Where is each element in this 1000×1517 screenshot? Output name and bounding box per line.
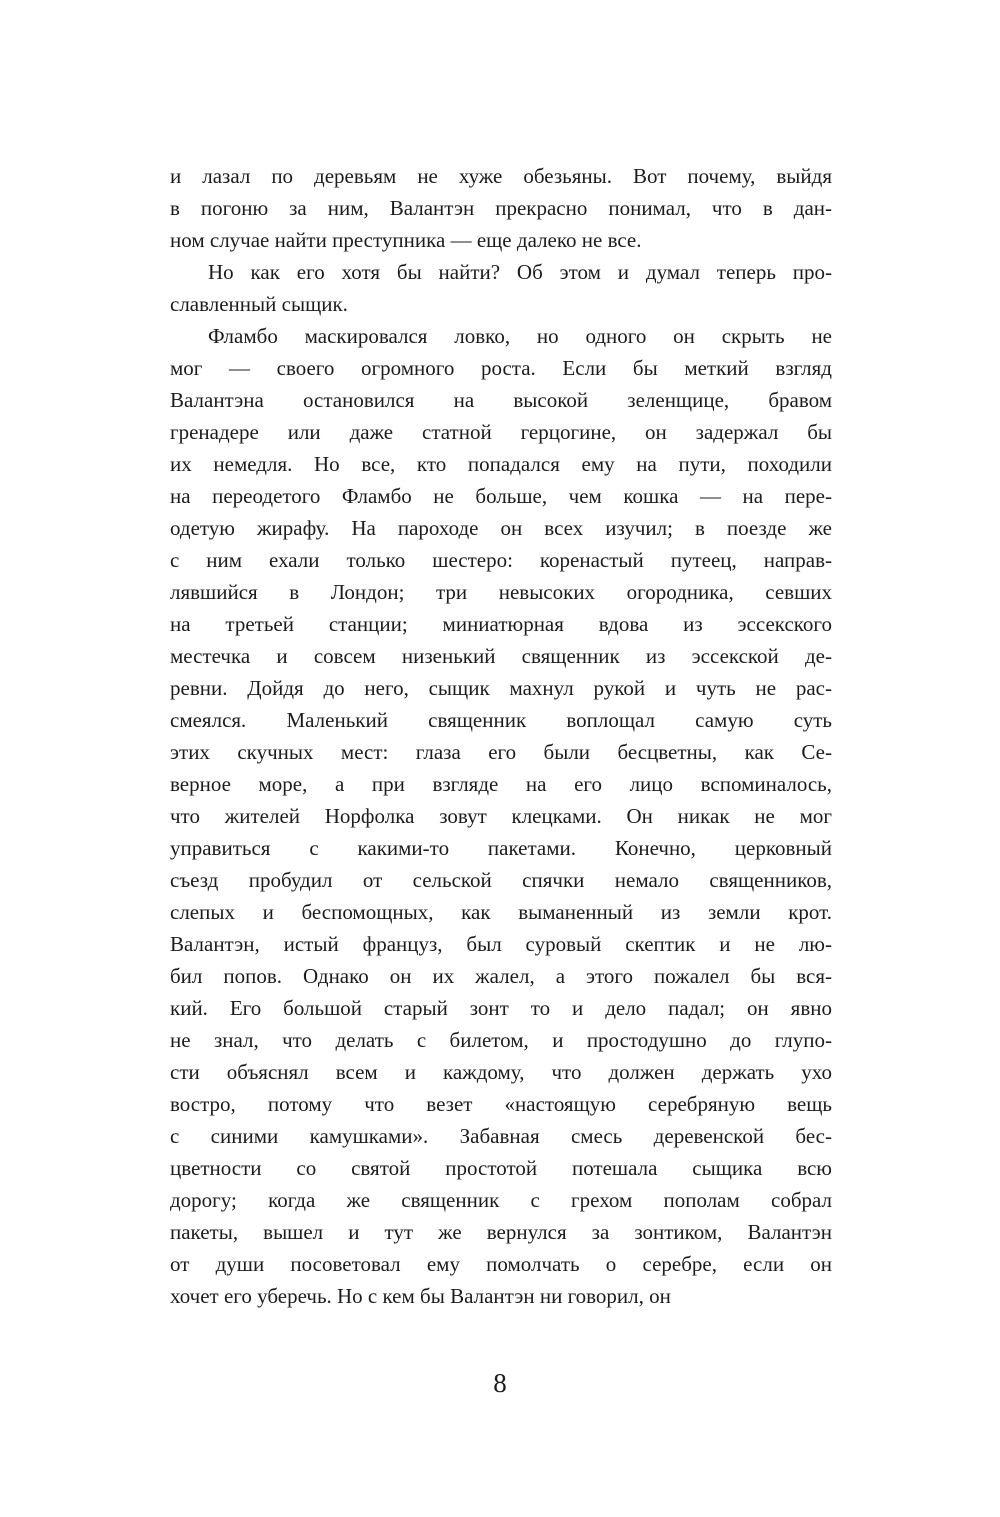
text-line: лявшийся в Лондон; три невысоких огородника, севших	[170, 580, 832, 604]
text-line: слепых и беспомощных, как выманенный из земли крот.	[170, 900, 832, 924]
text-line: дорогу; когда же священник с грехом пополам собрал	[170, 1188, 832, 1212]
text-line: Валантэн, истый француз, был суровый скептик и не лю-	[170, 932, 832, 956]
text-line: хочет его уберечь. Но с кем бы Валантэн ни говорил, он	[170, 1284, 671, 1308]
text-line: от души посоветовал ему помолчать о серебре, если он	[170, 1252, 832, 1276]
paragraph	[170, 160, 832, 256]
text-line: Но как его хотя бы найти? Об этом и думал теперь про-	[208, 260, 832, 284]
text-line: верное море, а при взгляде на его лицо вспоминалось,	[170, 772, 832, 796]
text-line: бил попов. Однако он их жалел, а этого пожалел бы вся-	[170, 964, 832, 988]
text-line: кий. Его большой старый зонт то и дело падал; он явно	[170, 996, 832, 1020]
text-line: в погоню за ним, Валантэн прекрасно понимал, что в дан-	[170, 196, 832, 220]
text-line: востро, потому что везет «настоящую серебряную вещь	[170, 1092, 832, 1116]
text-line: смеялся. Маленький священник воплощал самую суть	[170, 708, 832, 732]
text-line: сти объяснял всем и каждому, что должен держать ухо	[170, 1060, 832, 1084]
text-line: и лазал по деревьям не хуже обезьяны. Вот почему, выйдя	[170, 164, 832, 188]
text-line: гренадере или даже статной герцогине, он задержал бы	[170, 420, 832, 444]
text-line: их немедля. Но все, кто попадался ему на пути, походили	[170, 452, 832, 476]
page-number: 8	[493, 1368, 507, 1398]
text-line: ревни. Дойдя до него, сыщик махнул рукой и чуть не рас-	[170, 676, 832, 700]
text-line: что жителей Норфолка зовут клецками. Он никак не мог	[170, 804, 832, 828]
text-line: местечка и совсем низенький священник из эссекской де-	[170, 644, 832, 668]
text-line: с ним ехали только шестеро: коренастый путеец, направ-	[170, 548, 832, 572]
text-line: ном случае найти преступника — еще далеко не все.	[170, 228, 642, 252]
text-line: этих скучных мест: глаза его были бесцветны, как Се-	[170, 740, 832, 764]
text-line: на переодетого Фламбо не больше, чем кошка — на пере-	[170, 484, 832, 508]
text-line: не знал, что делать с билетом, и простодушно до глупо-	[170, 1028, 832, 1052]
text-line: съезд пробудил от сельской спячки немало священников,	[170, 868, 832, 892]
paragraph	[170, 256, 832, 320]
text-line: цветности со святой простотой потешала сыщика всю	[170, 1156, 832, 1180]
text-line: управиться с какими-то пакетами. Конечно, церковный	[170, 836, 832, 860]
text-line: на третьей станции; миниатюрная вдова из эссекского	[170, 612, 832, 636]
text-line: славленный сыщик.	[170, 292, 348, 316]
text-line: Валантэна остановился на высокой зеленщице, бравом	[170, 388, 832, 412]
text-line: Фламбо маскировался ловко, но одного он скрыть не	[208, 324, 832, 348]
text-line: с синими камушками». Забавная смесь деревенской бес-	[170, 1124, 832, 1148]
text-line: пакеты, вышел и тут же вернулся за зонтиком, Валантэн	[170, 1220, 832, 1244]
text-line: одетую жирафу. На пароходе он всех изучил; в поезде же	[170, 516, 832, 540]
paragraph	[170, 320, 832, 1312]
text-block	[170, 160, 832, 1312]
text-line: мог — своего огромного роста. Если бы меткий взгляд	[170, 356, 832, 380]
